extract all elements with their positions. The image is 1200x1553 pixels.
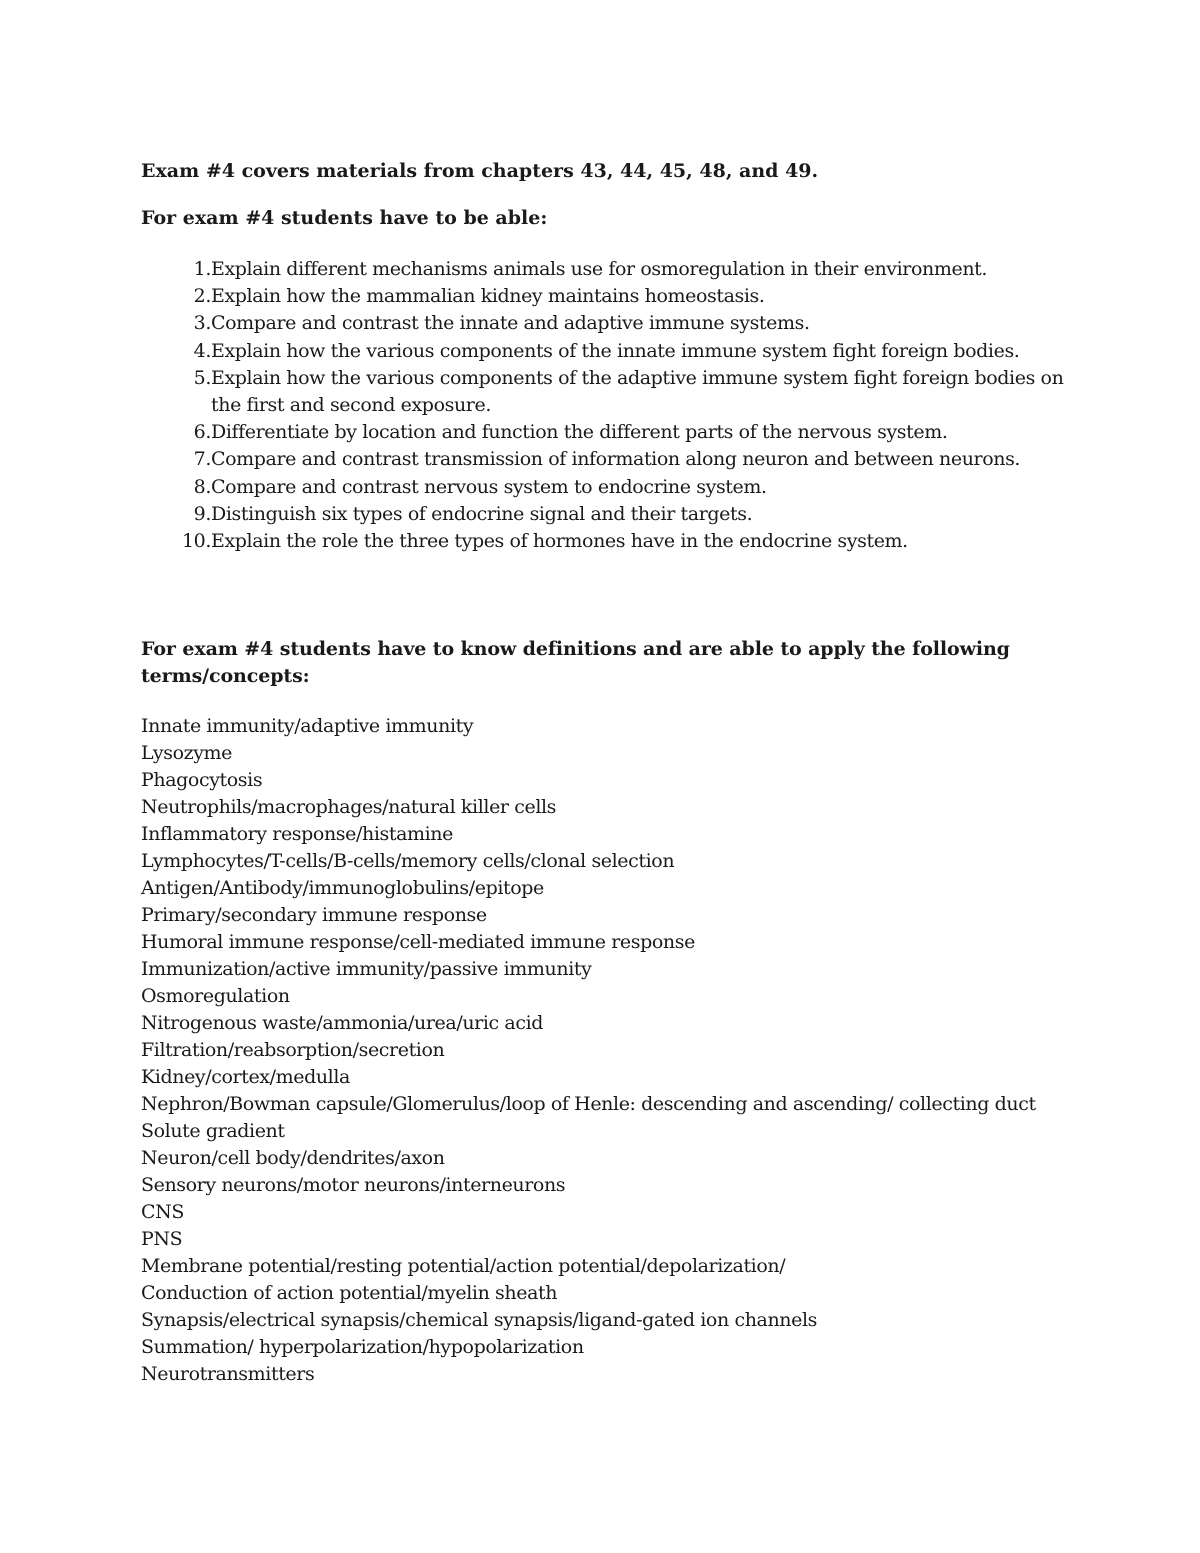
list-item: CNS xyxy=(141,1201,184,1224)
item-number: 10. xyxy=(181,530,211,553)
list-item: Membrane potential/resting potential/action potential/depolarization/ xyxy=(141,1255,786,1278)
item-text: Differentiate by location and function the different parts of the nervous system. xyxy=(211,421,948,444)
list-item: Kidney/cortex/medulla xyxy=(141,1066,350,1089)
item-number: 7. xyxy=(193,448,211,471)
list-item: Immunization/active immunity/passive immunity xyxy=(141,958,592,981)
list-item xyxy=(141,474,1071,501)
list-item xyxy=(141,365,1071,419)
list-item: Humoral immune response/cell-mediated immune response xyxy=(141,931,695,954)
terms-heading: For exam #4 students have to know definitions and are able to apply the following terms/concepts: xyxy=(141,638,1010,688)
list-item: Inflammatory response/histamine xyxy=(141,823,453,846)
list-item: Summation/ hyperpolarization/hypopolarization xyxy=(141,1336,584,1359)
list-item: Osmoregulation xyxy=(141,985,290,1008)
item-text: Distinguish six types of endocrine signal and their targets. xyxy=(211,502,753,525)
list-item xyxy=(141,419,1071,446)
item-number: 9. xyxy=(193,502,211,525)
list-item: Neurotransmitters xyxy=(141,1363,315,1386)
item-text: Compare and contrast transmission of information along neuron and between neurons. xyxy=(211,448,1021,471)
list-item xyxy=(141,338,1071,365)
item-number: 8. xyxy=(193,475,211,498)
item-text: Explain how the mammalian kidney maintains homeostasis. xyxy=(211,285,765,308)
item-number: 5. xyxy=(193,366,211,389)
list-item: Innate immunity/adaptive immunity xyxy=(141,715,474,738)
list-item: Conduction of action potential/myelin sheath xyxy=(141,1282,558,1305)
list-item: Solute gradient xyxy=(141,1120,285,1143)
list-item: Antigen/Antibody/immunoglobulins/epitope xyxy=(141,877,544,900)
chapters-heading: Exam #4 covers materials from chapters 43, 44, 45, 48, and 49. xyxy=(141,160,819,182)
list-item: Phagocytosis xyxy=(141,769,263,792)
item-text: Explain different mechanisms animals use for osmoregulation in their environment. xyxy=(211,258,988,280)
item-number: 3. xyxy=(193,312,211,335)
list-item: Neutrophils/macrophages/natural killer cells xyxy=(141,796,557,819)
list-item: Lysozyme xyxy=(141,742,233,765)
list-item xyxy=(141,256,1071,283)
item-text: Compare and contrast the innate and adaptive immune systems. xyxy=(211,312,810,335)
list-item: Nephron/Bowman capsule/Glomerulus/loop of Henle: descending and ascending/ collecting duct xyxy=(141,1093,1036,1116)
list-item: Filtration/reabsorption/secretion xyxy=(141,1039,445,1062)
document-page xyxy=(141,158,1071,1388)
objectives-list xyxy=(141,256,1071,555)
list-item xyxy=(141,310,1071,337)
item-number: 1. xyxy=(193,258,211,280)
item-number: 2. xyxy=(193,285,211,308)
item-text: Explain the role the three types of hormones have in the endocrine system. xyxy=(211,530,908,553)
terms-list xyxy=(141,713,1071,1388)
list-item xyxy=(141,283,1071,310)
item-number: 6. xyxy=(193,421,211,444)
list-item xyxy=(141,501,1071,528)
list-item: PNS xyxy=(141,1228,183,1251)
list-item: Lymphocytes/T-cells/B-cells/memory cells/clonal selection xyxy=(141,850,675,873)
list-item: Primary/secondary immune response xyxy=(141,904,487,927)
item-number: 4. xyxy=(193,339,211,362)
item-text: Compare and contrast nervous system to endocrine system. xyxy=(211,475,767,498)
objectives-heading: For exam #4 students have to be able: xyxy=(141,207,548,229)
list-item: Nitrogenous waste/ammonia/urea/uric acid xyxy=(141,1012,544,1035)
list-item xyxy=(141,528,1071,555)
item-text: Explain how the various components of the adaptive immune system fight foreign bodies on the first and second exposure. xyxy=(211,366,1064,417)
list-item: Neuron/cell body/dendrites/axon xyxy=(141,1147,445,1170)
list-item: Synapsis/electrical synapsis/chemical synapsis/ligand-gated ion channels xyxy=(141,1309,818,1332)
list-item xyxy=(141,446,1071,473)
item-text: Explain how the various components of the innate immune system fight foreign bodies. xyxy=(211,339,1020,362)
list-item: Sensory neurons/motor neurons/interneurons xyxy=(141,1174,566,1197)
